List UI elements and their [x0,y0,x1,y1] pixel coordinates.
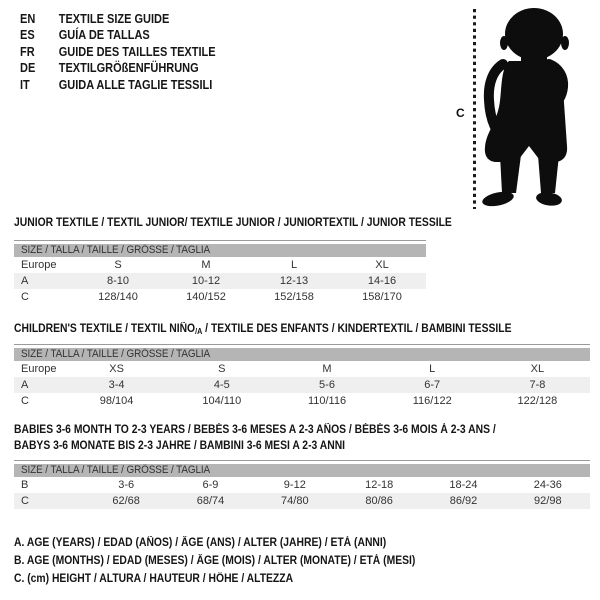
height-measure-label: C [456,106,465,120]
size-header-label: SIZE / TALLA / TAILLE / GRÖSSE / TAGLIA [21,464,211,476]
table-cell: S [218,363,226,375]
table-cell: 6-9 [202,479,219,491]
table-cell: 122/128 [517,395,558,407]
lang-title: GUÍA DE TALLAS [58,28,150,43]
children-size-table [14,344,590,409]
junior-size-table [14,240,426,305]
table-cell: 80/86 [365,495,393,507]
table-cell: XL [375,259,389,271]
lang-code: IT [20,77,30,92]
junior-section-title: JUNIOR TEXTILE / TEXTIL JUNIOR/ TEXTILE JUNIOR / JUNIORTEXTIL / JUNIOR TESSILE [14,217,452,229]
table-row-europe [14,361,590,377]
table-cell: 12-13 [279,275,309,287]
toddler-body [481,8,569,209]
title-line-1: BABIES 3-6 MONTH TO 2-3 YEARS / BEBÉS 3-6 MESES A 2-3 AÑOS / BÉBÉS 3-6 MOIS À 2-3 ANS / [14,424,496,436]
table-cell: XS [109,363,124,375]
table-top-rule [14,460,590,461]
table-cell: 12-18 [365,479,394,491]
table-cell: 6-7 [424,379,441,391]
table-cell: 14-16 [367,275,397,287]
table-cell: M [322,363,332,375]
lang-row-en [20,11,216,27]
footnote-a: A. AGE (YEARS) / EDAD (AÑOS) / ÂGE (ANS) / ALTER (JAHRE) / ETÀ (ANNI) [14,537,387,549]
footnote-b: B. AGE (MONTHS) / EDAD (MESES) / ÂGE (MOIS) / ALTER (MONATE) / ETÀ (MESI) [14,555,416,567]
toddler-silhouette-icon [450,5,590,217]
table-cell: 7-8 [529,379,546,391]
lang-code: EN [20,12,36,26]
table-cell: 8-10 [106,275,130,287]
children-section-title [14,321,512,340]
lang-title: GUIDE DES TAILLES TEXTILE [58,44,216,59]
lang-row-de [20,60,216,76]
row-label: Europe [21,259,57,271]
table-row-height [14,493,590,509]
size-header-bar [14,244,426,257]
row-label: A [21,275,29,287]
table-cell: L [429,363,436,375]
table-cell: 152/158 [274,291,314,303]
table-cell: 110/116 [307,395,347,407]
table-row-age [14,377,590,393]
table-cell: M [201,259,211,271]
footnote-c: C. (cm) HEIGHT / ALTURA / HAUTEUR / HÖHE / ALTEZZA [14,573,294,585]
table-cell: XL [530,363,545,375]
table-cell: 62/68 [112,495,140,507]
table-top-rule [14,240,426,241]
table-cell: 104/110 [202,395,242,407]
table-cell: 9-12 [283,479,306,491]
legend-footnotes [14,534,460,588]
row-label: B [21,479,29,491]
lang-code: DE [20,61,36,76]
table-cell: 158/170 [362,291,402,303]
table-cell: 86/92 [449,495,478,507]
table-row-europe [14,257,426,273]
babies-section-title [14,422,496,454]
title-subscript: /A [195,327,203,336]
size-header-label: SIZE / TALLA / TAILLE / GRÖSSE / TAGLIA [21,244,211,256]
table-row-height [14,393,590,409]
table-row-age [14,273,426,289]
title-line-2: BABYS 3-6 MONATE BIS 2-3 JAHRE / BAMBINI 3-6 MESI A 2-3 ANNI [14,440,346,452]
lang-title: GUIDA ALLE TAGLIE TESSILI [58,77,213,92]
table-cell: 68/74 [196,495,225,507]
size-header-bar [14,348,590,361]
size-header-bar [14,464,590,477]
table-row-height [14,289,426,305]
title-text: / TEXTILE DES ENFANTS / KINDERTEXTIL / BAMBINI TESSILE [202,323,512,335]
row-label: Europe [21,363,57,375]
row-label: C [21,395,29,407]
row-label: C [21,291,29,303]
lang-title: TEXTILGRÖßENFÜHRUNG [58,61,199,76]
lang-row-fr [20,44,216,60]
language-title-list [20,11,216,93]
table-cell: L [290,259,298,271]
lang-row-es [20,27,216,43]
table-cell: 3-6 [118,479,135,491]
table-cell: 74/80 [281,495,309,507]
row-label: A [21,379,29,391]
babies-size-table [14,460,590,509]
size-header-label: SIZE / TALLA / TAILLE / GRÖSSE / TAGLIA [21,348,211,360]
table-top-rule [14,344,590,345]
table-cell: 140/152 [186,291,226,303]
table-cell: 24-36 [533,479,562,491]
table-cell: 92/98 [534,495,562,507]
table-cell: S [114,259,122,271]
lang-row-it [20,77,216,93]
table-cell: 128/140 [98,291,138,303]
table-cell: 5-6 [319,379,335,391]
title-text: CHILDREN'S TEXTILE / TEXTIL NIÑO [14,323,196,335]
lang-title: TEXTILE SIZE GUIDE [58,12,170,26]
lang-code: ES [20,28,35,43]
table-row-months [14,477,590,493]
row-label: C [21,495,29,507]
table-cell: 116/122 [412,395,452,407]
table-cell: 10-12 [191,275,221,287]
table-cell: 3-4 [108,379,125,391]
table-cell: 4-5 [213,379,230,391]
table-cell: 18-24 [449,479,478,491]
lang-code: FR [20,44,35,59]
table-cell: 98/104 [99,395,134,407]
